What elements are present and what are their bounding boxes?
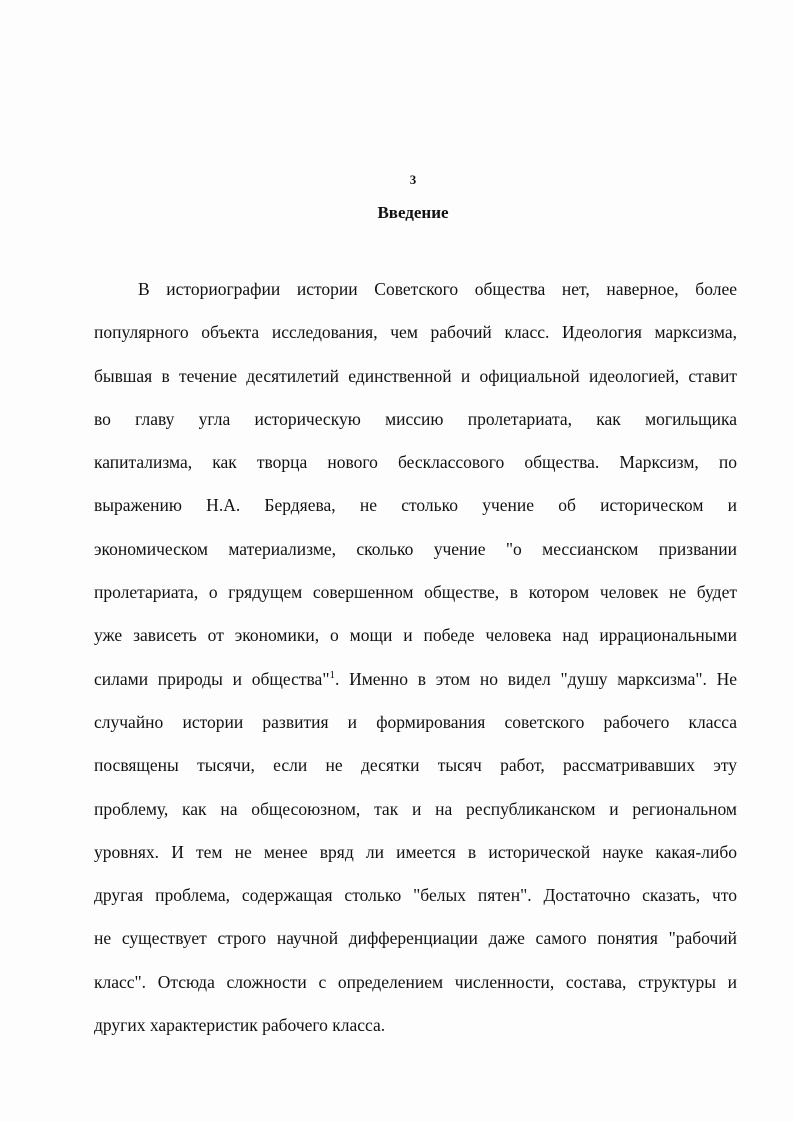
- text-line: класс". Отсюда сложности с определением численности, состава, структуры и: [94, 971, 737, 992]
- text-line: других характеристик рабочего класса.: [94, 1015, 386, 1036]
- text-segment: силами природы и общества": [94, 668, 330, 689]
- text-line: уже зависеть от экономики, о мощи и победе человека над иррациональными: [94, 625, 737, 646]
- text-line: уровнях. И тем не менее вряд ли имеется в исторической науке какая-либо: [94, 841, 737, 862]
- text-line: случайно истории развития и формирования советского рабочего класса: [94, 711, 737, 732]
- text-line: посвящены тысячи, если не десятки тысяч работ, рассматривавших эту: [94, 755, 737, 776]
- text-line: во главу угла историческую миссию пролетариата, как могильщика: [94, 408, 737, 429]
- text-line: В историографии истории Советского общества нет, наверное, более: [138, 279, 737, 299]
- text-line: проблему, как на общесоюзном, так и на республиканском и региональном: [94, 798, 737, 819]
- text-line: пролетариата, о грядущем совершенном обществе, в котором человек не будет: [94, 582, 737, 603]
- text-segment: . Именно в этом но видел "душу марксизма". Не: [334, 668, 737, 689]
- body-paragraph: [94, 274, 737, 1053]
- page-title: Введение: [377, 203, 449, 222]
- footnote-marker: 1: [329, 668, 335, 681]
- text-line: выражению Н.А. Бердяева, не столько учение об историческом и: [94, 495, 737, 516]
- text-line: капитализма, как творца нового бесклассового общества. Марксизм, по: [94, 452, 737, 473]
- text-line: не существует строго научной дифференциации даже самого понятия "рабочий: [94, 928, 737, 949]
- text-line: экономическом материализме, сколько учение "о мессианском призвании: [94, 538, 737, 559]
- text-line: популярного объекта исследования, чем рабочий класс. Идеология марксизма,: [94, 322, 737, 343]
- text-line-with-footnote: [94, 664, 737, 707]
- text-line: бывшая в течение десятилетий единственной и официальной идеологией, ставит: [94, 365, 737, 386]
- page-number: 3: [409, 172, 417, 187]
- text-line: другая проблема, содержащая столько "белых пятен". Достаточно сказать, что: [94, 885, 737, 906]
